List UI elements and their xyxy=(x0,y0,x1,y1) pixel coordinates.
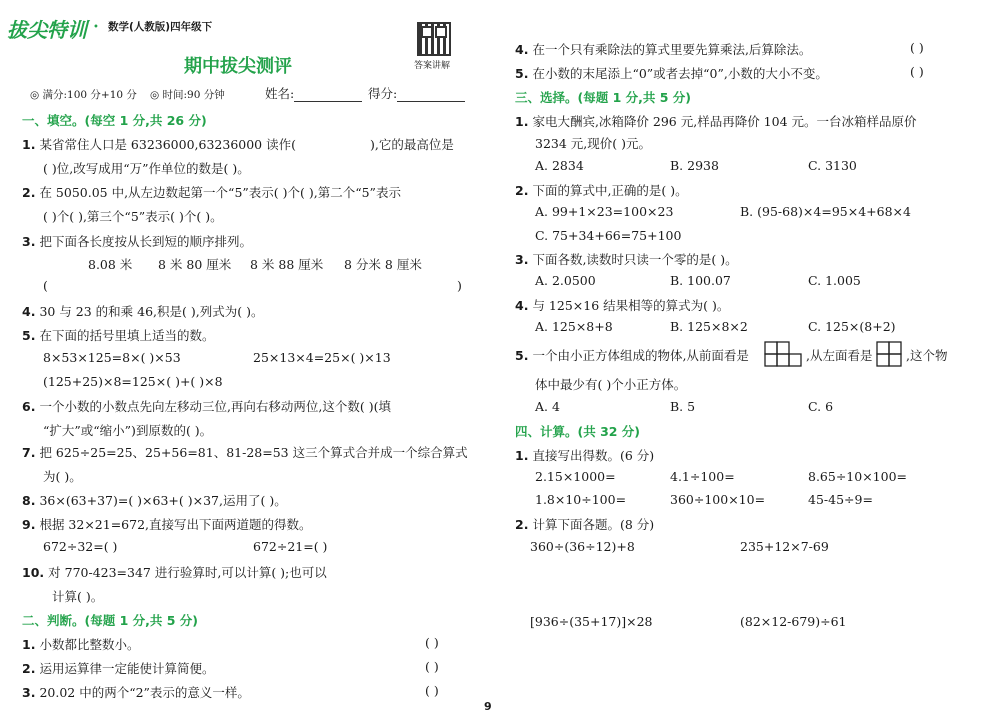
fill-q3-close: ) xyxy=(457,278,462,293)
choice-q3-opt-c[interactable]: C. 1.005 xyxy=(808,273,861,288)
brand-logo xyxy=(7,14,87,43)
fill-q6: 6. 一个小数的小数点先向左移动三位,再向右移动两位,这个数( )(填 xyxy=(22,399,391,414)
calc-q1: 1. 直接写出得数。(6 分) xyxy=(515,448,655,463)
judge-q2-text: 运用运算律一定能使计算简便。 xyxy=(39,661,215,676)
choice-q2-opt-b[interactable]: B. (95-68)×4=95×4+68×4 xyxy=(740,204,911,219)
choice-q5: 5. 一个由小正方体组成的物体,从前面看是 xyxy=(515,348,749,363)
fill-q10-line2: 计算( )。 xyxy=(52,589,104,604)
fill-q3: 3. 把下面各长度按从长到短的顺序排列。 xyxy=(22,234,252,249)
fill-q3-text: 把下面各长度按从长到短的顺序排列。 xyxy=(39,234,252,249)
choice-q2-opt-c[interactable]: C. 75+34+66=75+100 xyxy=(535,228,682,243)
score-line[interactable] xyxy=(397,89,465,102)
meta-time: ◎ 时间:90 分钟 xyxy=(150,89,225,101)
fill-q2-text-a: 在 5050.05 中,从左边数起第一个“5”表示( )个( ),第二个“5”表示 xyxy=(39,185,401,200)
left-view-cell xyxy=(889,354,901,366)
brand-text: 拔尖特训 xyxy=(7,18,87,42)
judge-q5-text: 在小数的末尾添上“0”或者去掉“0”,小数的大小不变。 xyxy=(532,66,828,81)
fill-q3-open: ( xyxy=(43,278,48,293)
choice-q2: 2. 下面的算式中,正确的是( )。 xyxy=(515,183,688,198)
choice-q1: 1. 家电大酬宾,冰箱降价 296 元,样品再降价 104 元。一台冰箱样品原价 xyxy=(515,114,917,129)
fill-q4: 4. 30 与 23 的和乘 46,积是( ),列式为( )。 xyxy=(22,304,264,319)
choice-q3-opt-a[interactable]: A. 2.0500 xyxy=(535,273,596,288)
choice-q4-text: 与 125×16 结果相等的算式为( )。 xyxy=(532,298,730,313)
score-label: 得分: xyxy=(368,86,398,101)
judge-q3: 3. 20.02 中的两个“2”表示的意义一样。 xyxy=(22,685,250,700)
choice-q5-text-c: ,这个物 xyxy=(906,348,948,363)
fill-q7: 7. 把 625÷25=25、25+56=81、81-28=53 这三个算式合并成一个综合算式 xyxy=(22,445,468,460)
fill-q3-item-2: 8 米 80 厘米 xyxy=(158,257,232,272)
judge-q1: 1. 小数都比整数小。 xyxy=(22,637,140,652)
choice-q5-text-b: ,从左面看是 xyxy=(806,348,873,363)
calc-q2-item-1: 360÷(36÷12)+8 xyxy=(530,539,635,554)
fill-q5: 5. 在下面的括号里填上适当的数。 xyxy=(22,328,215,343)
page-number: 9 xyxy=(484,700,492,713)
judge-q1-blank[interactable]: ( ) xyxy=(425,635,439,650)
fill-q8: 8. 36×(63+37)=( )×63+( )×37,运用了( )。 xyxy=(22,493,287,508)
fill-q1-line2: ( )位,改写成用“万”作单位的数是( )。 xyxy=(43,161,250,176)
front-view-cell xyxy=(765,342,777,354)
calc-q1-item-6: 45-45÷9= xyxy=(808,492,873,507)
front-view-cell xyxy=(765,354,777,366)
calc-q1-item-5: 360÷100×10= xyxy=(670,492,766,507)
calc-q2-item-4: (82×12-679)÷61 xyxy=(740,614,847,629)
fill-q2: 2. 在 5050.05 中,从左边数起第一个“5”表示( )个( ),第二个“5”表示 xyxy=(22,185,401,200)
fill-q6-text-a: 一个小数的小数点先向左移动三位,再向右移动两位,这个数( )(填 xyxy=(39,399,391,414)
front-view-cell xyxy=(789,354,801,366)
calc-q1-item-1: 2.15×1000= xyxy=(535,469,616,484)
name-line[interactable] xyxy=(294,89,362,102)
choice-q5-opt-a[interactable]: A. 4 xyxy=(535,399,560,414)
fill-q4-text: 30 与 23 的和乘 46,积是( ),列式为( )。 xyxy=(39,304,264,319)
fill-q1: 1. 某省常住人口是 63236000,63236000 读作( xyxy=(22,137,296,152)
choice-q5-opt-b[interactable]: B. 5 xyxy=(670,399,696,414)
fill-q3-item-3: 8 米 88 厘米 xyxy=(250,257,324,272)
qr-code[interactable] xyxy=(417,22,451,56)
front-view-figure xyxy=(764,341,804,368)
judge-q5-blank[interactable]: ( ) xyxy=(910,64,924,79)
fill-q5c: (125+25)×8=125×( )+( )×8 xyxy=(43,374,223,389)
judge-q4-blank[interactable]: ( ) xyxy=(910,40,924,55)
choice-q1-text-a: 家电大酬宾,冰箱降价 296 元,样品再降价 104 元。一台冰箱样品原价 xyxy=(532,114,917,129)
fill-q10-text-a: 对 770-423=347 进行验算时,可以计算( );也可以 xyxy=(48,565,327,580)
judge-q1-text: 小数都比整数小。 xyxy=(39,637,140,652)
choice-q3: 3. 下面各数,读数时只读一个零的是( )。 xyxy=(515,252,738,267)
name-label: 姓名: xyxy=(265,86,295,101)
left-view-cell xyxy=(877,342,889,354)
judge-q2-blank[interactable]: ( ) xyxy=(425,659,439,674)
fill-q2-line2: ( )个( ),第三个“5”表示( )个( )。 xyxy=(43,209,223,224)
front-view-cell xyxy=(777,354,789,366)
fill-q9-text: 根据 32×21=672,直接写出下面两道题的得数。 xyxy=(39,517,312,532)
judge-q3-blank[interactable]: ( ) xyxy=(425,683,439,698)
judge-q4: 4. 在一个只有乘除法的算式里要先算乘法,后算除法。 xyxy=(515,42,812,57)
page-title: 期中拔尖测评 xyxy=(184,56,292,77)
left-view-figure xyxy=(876,341,904,368)
judge-q5: 5. 在小数的末尾添上“0”或者去掉“0”,小数的大小不变。 xyxy=(515,66,828,81)
section-choice-title: 三、选择。(每题 1 分,共 5 分) xyxy=(515,90,691,105)
fill-q3-item-4: 8 分米 8 厘米 xyxy=(344,257,422,272)
calc-q2-text: 计算下面各题。(8 分) xyxy=(532,517,655,532)
choice-q3-text: 下面各数,读数时只读一个零的是( )。 xyxy=(532,252,738,267)
section-judge-title: 二、判断。(每题 1 分,共 5 分) xyxy=(22,613,198,628)
choice-q5-line2: 体中最少有( )个小正方体。 xyxy=(535,377,687,392)
choice-q1-opt-b[interactable]: B. 2938 xyxy=(670,158,719,173)
left-view-cell xyxy=(889,342,901,354)
calc-q1-text: 直接写出得数。(6 分) xyxy=(532,448,655,463)
fill-q9b: 672÷21=( ) xyxy=(253,539,328,554)
fill-q1-text-a: 某省常住人口是 63236000,63236000 读作( xyxy=(39,137,296,152)
fill-q9a: 672÷32=( ) xyxy=(43,539,118,554)
score-field[interactable] xyxy=(368,84,465,102)
choice-q3-opt-b[interactable]: B. 100.07 xyxy=(670,273,731,288)
choice-q2-text: 下面的算式中,正确的是( )。 xyxy=(532,183,688,198)
qr-caption: 答案讲解 xyxy=(414,61,451,71)
judge-q4-text: 在一个只有乘除法的算式里要先算乘法,后算除法。 xyxy=(532,42,812,57)
choice-q1-opt-c[interactable]: C. 3130 xyxy=(808,158,857,173)
calc-q1-item-3: 8.65÷10×100= xyxy=(808,469,908,484)
fill-q3-item-1: 8.08 米 xyxy=(88,257,133,272)
calc-q1-item-2: 4.1÷100= xyxy=(670,469,735,484)
left-view-cell xyxy=(877,354,889,366)
fill-q8-text: 36×(63+37)=( )×63+( )×37,运用了( )。 xyxy=(39,493,287,508)
choice-q4: 4. 与 125×16 结果相等的算式为( )。 xyxy=(515,298,730,313)
choice-q2-opt-a[interactable]: A. 99+1×23=100×23 xyxy=(535,204,674,219)
section-fill-title: 一、填空。(每空 1 分,共 26 分) xyxy=(22,113,207,128)
meta-score: ◎ 满分:100 分+10 分 xyxy=(30,89,137,101)
choice-q5-opt-c[interactable]: C. 6 xyxy=(808,399,834,414)
fill-q5b: 25×13×4=25×( )×13 xyxy=(253,350,391,365)
choice-q4-opt-a[interactable]: A. 125×8+8 xyxy=(535,319,613,334)
fill-q9: 9. 根据 32×21=672,直接写出下面两道题的得数。 xyxy=(22,517,312,532)
choice-q4-opt-b[interactable]: B. 125×8×2 xyxy=(670,319,748,334)
front-view-cell xyxy=(777,342,789,354)
fill-q5a: 8×53×125=8×( )×53 xyxy=(43,350,181,365)
judge-q2: 2. 运用运算律一定能使计算简便。 xyxy=(22,661,215,676)
choice-q1-opt-a[interactable]: A. 2834 xyxy=(535,158,584,173)
calc-q2-item-3: [936÷(35+17)]×28 xyxy=(530,614,653,629)
calc-q2: 2. 计算下面各题。(8 分) xyxy=(515,517,655,532)
book-name: 数学(人教版)四年级下 xyxy=(108,21,213,33)
choice-q5-text-a: 一个由小正方体组成的物体,从前面看是 xyxy=(532,348,749,363)
choice-q4-opt-c[interactable]: C. 125×(8+2) xyxy=(808,319,896,334)
fill-q10: 10. 对 770-423=347 进行验算时,可以计算( );也可以 xyxy=(22,565,327,580)
calc-q1-item-4: 1.8×10÷100= xyxy=(535,492,627,507)
dot-separator: • xyxy=(93,22,99,33)
section-calc-title: 四、计算。(共 32 分) xyxy=(515,424,641,439)
calc-q2-item-2: 235+12×7-69 xyxy=(740,539,829,554)
fill-q7-line2: 为( )。 xyxy=(43,469,82,484)
fill-q1-tail: ),它的最高位是 xyxy=(370,137,454,152)
fill-q6-line2: “扩大”或“缩小”)到原数的( )。 xyxy=(43,423,213,438)
judge-q3-text: 20.02 中的两个“2”表示的意义一样。 xyxy=(39,685,250,700)
name-field[interactable] xyxy=(265,84,362,102)
fill-q5-text: 在下面的括号里填上适当的数。 xyxy=(39,328,215,343)
choice-q1-line2: 3234 元,现价( )元。 xyxy=(535,136,651,151)
fill-q7-text-a: 把 625÷25=25、25+56=81、81-28=53 这三个算式合并成一个综合算式 xyxy=(39,445,468,460)
